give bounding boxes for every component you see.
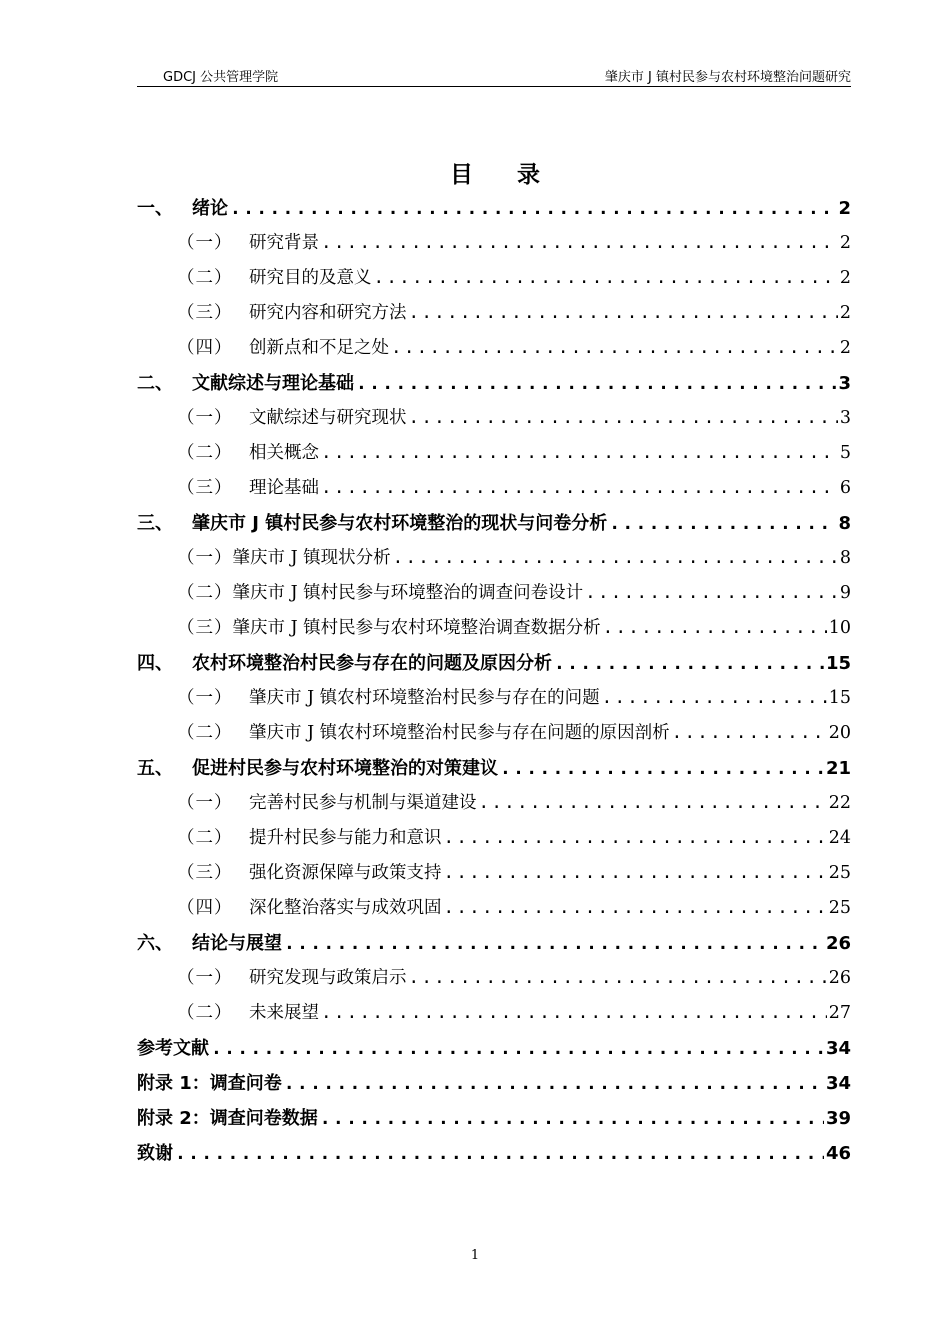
toc-dot-leader [320,1101,824,1136]
toc-entry[interactable] [137,961,851,996]
toc-dot-leader [356,366,836,401]
toc-entry[interactable] [137,1031,851,1066]
toc-entry-page: 2 [839,303,851,323]
toc-entry[interactable] [137,226,851,261]
toc-entry[interactable] [137,786,851,821]
toc-entry[interactable] [137,681,851,716]
toc-dot-leader [409,296,838,331]
toc-dot-leader [444,891,827,926]
header-institution: GDCJ 公共管理学院 [163,70,279,85]
toc-entry-label: 深化整治落实与成效巩固 [249,898,442,918]
toc-entry-number: （三） [177,478,233,498]
toc-dot-leader [230,191,836,226]
toc-dot-leader [321,436,838,471]
toc-entry-label: 未来展望 [249,1003,319,1023]
toc-entry-number: 三、 [137,513,173,534]
toc-entry-page: 2 [838,198,851,219]
toc-dot-leader [602,681,827,716]
page-header [137,64,851,87]
toc-entry-page: 26 [828,968,851,988]
toc-entry-label: 文献综述与理论基础 [192,373,354,394]
toc-entry-label: 相关概念 [249,443,319,463]
toc-entry-label: 肇庆市 J 镇农村环境整治村民参与存在的问题 [249,688,600,708]
toc-entry-page: 8 [839,548,851,568]
toc-entry-label: 提升村民参与能力和意识 [249,828,442,848]
toc-entry-number: （二） [177,268,233,288]
toc-entry-number: 六、 [137,933,173,954]
toc-entry[interactable] [137,996,851,1031]
toc-entry[interactable] [137,541,851,576]
toc-entry-page: 3 [838,373,851,394]
toc-entry-label: 理论基础 [249,478,319,498]
table-of-contents [137,191,851,1171]
toc-entry[interactable] [137,1066,851,1101]
toc-entry-number: （二） [177,1003,233,1023]
toc-dot-leader [554,646,824,681]
toc-entry[interactable] [137,366,851,401]
toc-entry[interactable] [137,751,851,786]
toc-entry[interactable] [137,646,851,681]
toc-entry-label: 研究内容和研究方法 [249,303,407,323]
toc-entry-number: （一） [177,408,233,428]
toc-entry-label: 肇庆市 J 镇村民参与农村环境整治调查数据分析 [232,618,601,638]
toc-entry-page: 15 [828,688,851,708]
toc-entry[interactable] [137,576,851,611]
toc-dot-leader [409,401,838,436]
toc-entry-number: 一、 [137,198,173,219]
toc-dot-leader [585,576,838,611]
toc-entry-label: 研究发现与政策启示 [249,968,407,988]
toc-entry-label: 致谢 [137,1143,173,1164]
toc-entry-label: 完善村民参与机制与渠道建设 [249,793,477,813]
toc-entry-page: 15 [825,653,851,674]
toc-entry-page: 2 [839,233,851,253]
toc-entry[interactable] [137,436,851,471]
toc-dot-leader [479,786,827,821]
toc-entry-number: （一） [177,548,233,568]
toc-dot-leader [409,961,827,996]
toc-dot-leader [284,926,824,961]
toc-entry-label: 研究背景 [249,233,319,253]
toc-entry-number: （一） [177,968,233,988]
toc-dot-leader [444,856,827,891]
toc-entry-page: 2 [839,268,851,288]
toc-entry-page: 2 [839,338,851,358]
toc-entry[interactable] [137,926,851,961]
toc-entry-number: （二） [177,583,233,603]
toc-entry-page: 24 [828,828,851,848]
toc-entry[interactable] [137,296,851,331]
toc-entry-page: 22 [828,793,851,813]
toc-entry[interactable] [137,191,851,226]
toc-entry[interactable] [137,856,851,891]
toc-entry-page: 26 [825,933,851,954]
toc-entry-number: （一） [177,233,233,253]
toc-entry-label: 强化资源保障与政策支持 [249,863,442,883]
toc-entry-number: （一） [177,793,233,813]
toc-dot-leader [391,331,838,366]
toc-entry[interactable] [137,506,851,541]
toc-dot-leader [672,716,827,751]
toc-entry-page: 39 [825,1108,851,1129]
toc-dot-leader [321,471,838,506]
toc-entry[interactable] [137,1101,851,1136]
toc-dot-leader [374,261,838,296]
toc-entry-label: 文献综述与研究现状 [249,408,407,428]
toc-entry-label: 结论与展望 [192,933,282,954]
toc-entry-page: 5 [839,443,851,463]
toc-entry-page: 20 [828,723,851,743]
toc-dot-leader [211,1031,824,1066]
toc-entry-label: 肇庆市 J 镇村民参与环境整治的调查问卷设计 [232,583,584,603]
toc-entry-label: 附录 2：调查问卷数据 [137,1108,318,1129]
toc-dot-leader [284,1066,824,1101]
toc-entry[interactable] [137,821,851,856]
toc-dot-leader [609,506,836,541]
toc-entry-number: （四） [177,898,233,918]
toc-dot-leader [603,611,827,646]
toc-entry[interactable] [137,401,851,436]
toc-dot-leader [500,751,824,786]
toc-entry-page: 8 [838,513,851,534]
toc-entry-page: 46 [825,1143,851,1164]
toc-entry-page: 10 [828,618,851,638]
toc-entry-label: 参考文献 [137,1038,209,1059]
toc-entry-number: （一） [177,688,233,708]
toc-entry-page: 34 [825,1073,851,1094]
toc-entry[interactable] [137,716,851,751]
toc-entry-label: 促进村民参与农村环境整治的对策建议 [192,758,498,779]
toc-entry-number: 五、 [137,758,173,779]
toc-entry-label: 农村环境整治村民参与存在的问题及原因分析 [192,653,552,674]
toc-dot-leader [175,1136,824,1171]
toc-entry[interactable] [137,261,851,296]
toc-entry-number: （三） [177,618,233,638]
toc-entry-number: 四、 [137,653,173,674]
toc-entry-number: （三） [177,863,233,883]
toc-entry-label: 绪论 [192,198,228,219]
toc-dot-leader [393,541,838,576]
toc-entry-number: （二） [177,443,233,463]
toc-title: 目录 [450,162,584,188]
toc-dot-leader [321,226,838,261]
toc-dot-leader [444,821,827,856]
toc-entry[interactable] [137,1136,851,1171]
toc-entry-page: 21 [825,758,851,779]
toc-entry-page: 9 [839,583,851,603]
toc-entry-number: （四） [177,338,233,358]
header-thesis-title: 肇庆市 J 镇村民参与农村环境整治问题研究 [604,70,851,85]
toc-entry-page: 25 [828,863,851,883]
toc-entry[interactable] [137,611,851,646]
toc-entry-number: （二） [177,723,233,743]
toc-dot-leader [321,996,827,1031]
toc-entry[interactable] [137,331,851,366]
toc-entry[interactable] [137,891,851,926]
toc-entry-label: 肇庆市 J 镇现状分析 [232,548,391,568]
toc-entry-page: 3 [839,408,851,428]
page-number: 1 [470,1248,480,1263]
toc-entry[interactable] [137,471,851,506]
toc-entry-number: （三） [177,303,233,323]
toc-entry-label: 附录 1：调查问卷 [137,1073,282,1094]
toc-entry-page: 6 [839,478,851,498]
toc-entry-label: 肇庆市 J 镇农村环境整治村民参与存在问题的原因剖析 [249,723,670,743]
toc-entry-label: 肇庆市 J 镇村民参与农村环境整治的现状与问卷分析 [192,513,608,534]
toc-entry-label: 研究目的及意义 [249,268,372,288]
toc-entry-number: 二、 [137,373,173,394]
toc-entry-page: 27 [828,1003,851,1023]
toc-entry-page: 25 [828,898,851,918]
toc-entry-number: （二） [177,828,233,848]
toc-entry-label: 创新点和不足之处 [249,338,389,358]
toc-entry-page: 34 [825,1038,851,1059]
